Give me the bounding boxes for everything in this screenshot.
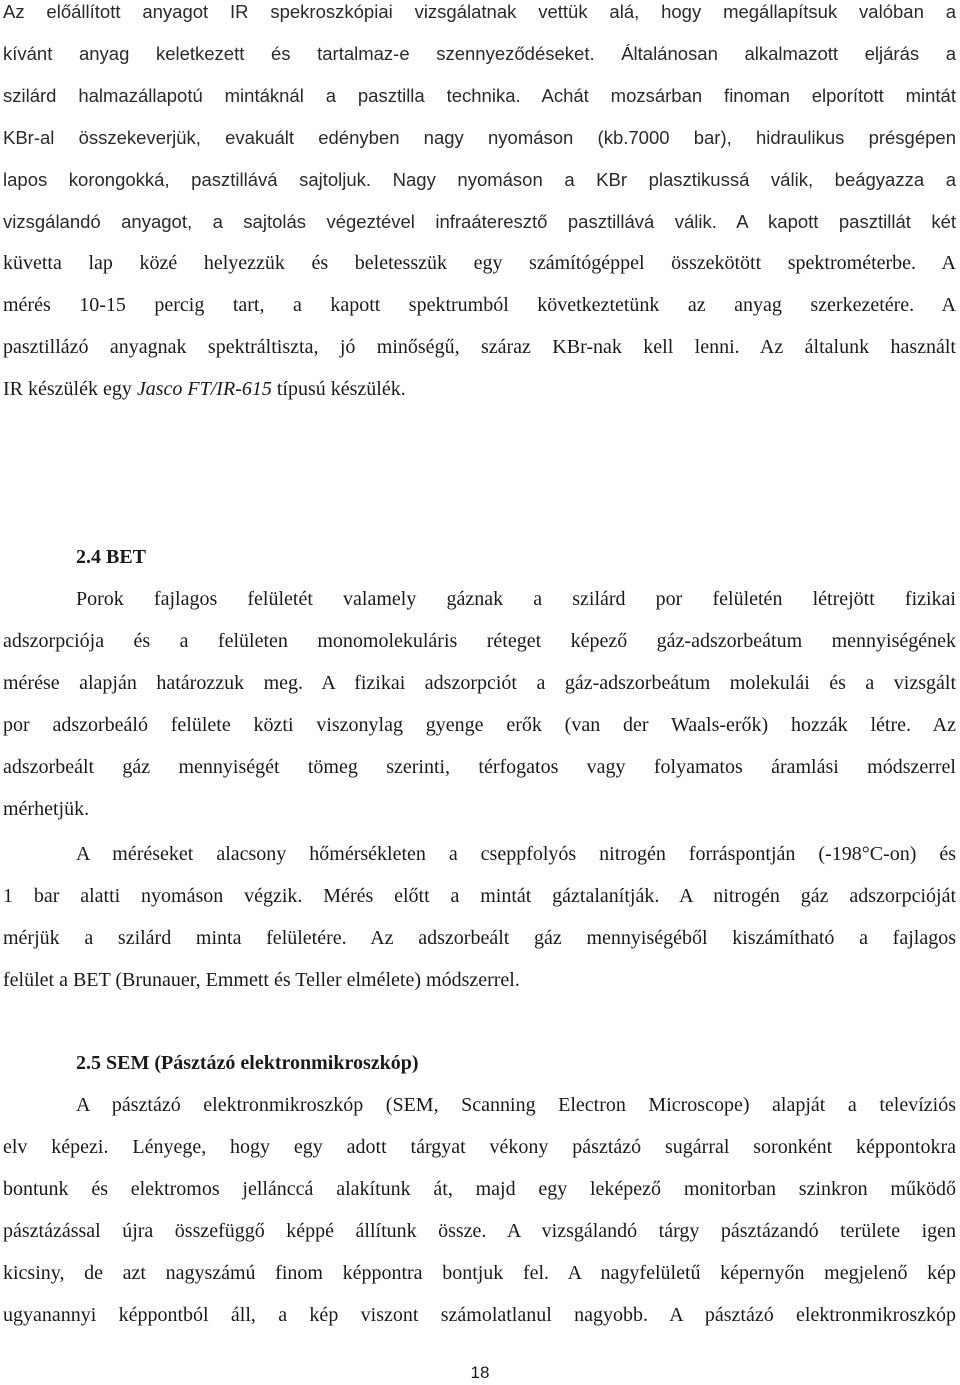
bet-paragraph-1-line: mérhetjük.: [3, 798, 90, 820]
section-heading-sem: 2.5 SEM (Pásztázó elektronmikroszkóp): [76, 1052, 419, 1074]
ir-paragraph-line-1: Az előállított anyagot IR spekroszkópiai vizsgálatnak vettük alá, hogy megállapítsuk valóban a: [3, 1, 956, 22]
section-heading-bet: 2.4 BET: [76, 546, 147, 568]
bet-paragraph-1-line: mérése alapján határozzuk meg. A fizikai adszorpciót a gáz-adszorbeátum molekulái és a vizsgált: [3, 672, 956, 694]
ir-paragraph-line-7: küvetta lap közé helyezzük és beletesszük egy számítógéppel összekötött spektrométerbe. A: [3, 252, 956, 274]
ir-paragraph-line-8: mérés 10-15 percig tart, a kapott spektrumból következtetünk az anyag szerkezetére. A: [3, 294, 956, 316]
ir-paragraph-line-9: pasztillázó anyagnak spektráltiszta, jó minőségű, száraz KBr-nak kell lenni. Az általunk használt: [3, 336, 956, 358]
ir-paragraph-line-4: KBr-al összekeverjük, evakuált edényben nagy nyomáson (kb.7000 bar), hidraulikus présgépen: [3, 127, 956, 148]
bet-paragraph-2-line: felület a BET (Brunauer, Emmett és Teller elmélete) módszerrel.: [3, 969, 520, 991]
bet-paragraph-2-line: 1 bar alatti nyomáson végzik. Mérés előtt a mintát gáztalanítják. A nitrogén gáz adszorpcióját: [3, 885, 956, 907]
ir-paragraph-line-6: vizsgálandó anyagot, a sajtolás végeztével infraáteresztő pasztillává válik. A kapott pasztillát két: [3, 211, 956, 232]
bet-paragraph-1-line: adszorbeált gáz mennyiségét tömeg szerinti, térfogatos vagy folyamatos áramlási módszerrel: [3, 756, 956, 778]
bet-paragraph-1-line: adszorpciója és a felületen monomolekuláris réteget képező gáz-adszorbeátum mennyiségének: [3, 630, 956, 652]
bet-paragraph-1-first-line: Porok fajlagos felületét valamely gáznak a szilárd por felületén létrejött fizikai: [76, 588, 956, 610]
sem-paragraph-line: elv képezi. Lényege, hogy egy adott tárgyat vékony pásztázó sugárral soronként képpontokra: [3, 1136, 956, 1158]
ir-paragraph-line-2: kívánt anyag keletkezett és tartalmaz-e szennyeződéseket. Általánosan alkalmazott eljárás a: [3, 43, 956, 64]
sem-paragraph-line: kicsiny, de azt nagyszámú finom képpontra bontjuk fel. A nagyfelületű képernyőn megjelenő kép: [3, 1262, 956, 1284]
sem-paragraph-line: bontunk és elektromos jellánccá alakítunk át, majd egy leképező monitorban szinkron működő: [3, 1178, 956, 1200]
ir-paragraph-line-10: [3, 377, 956, 401]
bet-paragraph-2-line: mérjük a szilárd minta felületére. Az adszorbeált gáz mennyiségéből kiszámítható a fajlagos: [3, 927, 956, 949]
ir-last-line-prefix: IR készülék egy: [3, 378, 137, 400]
page-number: 18: [470, 1363, 490, 1382]
ir-paragraph-line-3: szilárd halmazállapotú mintáknál a pasztilla technika. Achát mozsárban finoman elporított mintát: [3, 85, 956, 106]
bet-paragraph-1-line: por adszorbeáló felülete közti viszonylag gyenge erők (van der Waals-erők) hozzák létre. Az: [3, 714, 956, 736]
sem-paragraph-first-line: A pásztázó elektronmikroszkóp (SEM, Scanning Electron Microscope) alapját a televíziós: [76, 1094, 956, 1116]
sem-paragraph-line: ugyanannyi képpontból áll, a kép viszont számolatlanul nagyobb. A pásztázó elektronmikroszkóp: [3, 1304, 956, 1326]
bet-paragraph-2-first-line: A méréseket alacsony hőmérsékleten a cseppfolyós nitrogén forráspontján (-198°C-on) és: [76, 843, 956, 865]
instrument-name: Jasco FT/IR-615: [136, 378, 272, 400]
ir-paragraph-line-5: lapos korongokká, pasztillává sajtoljuk. Nagy nyomáson a KBr plasztikussá válik, beágyazza a: [3, 169, 956, 190]
ir-last-line-suffix: típusú készülék.: [271, 378, 406, 400]
sem-paragraph-line: pásztázással újra összefüggő képpé állítunk össze. A vizsgálandó tárgy pásztázandó területe igen: [3, 1220, 956, 1242]
